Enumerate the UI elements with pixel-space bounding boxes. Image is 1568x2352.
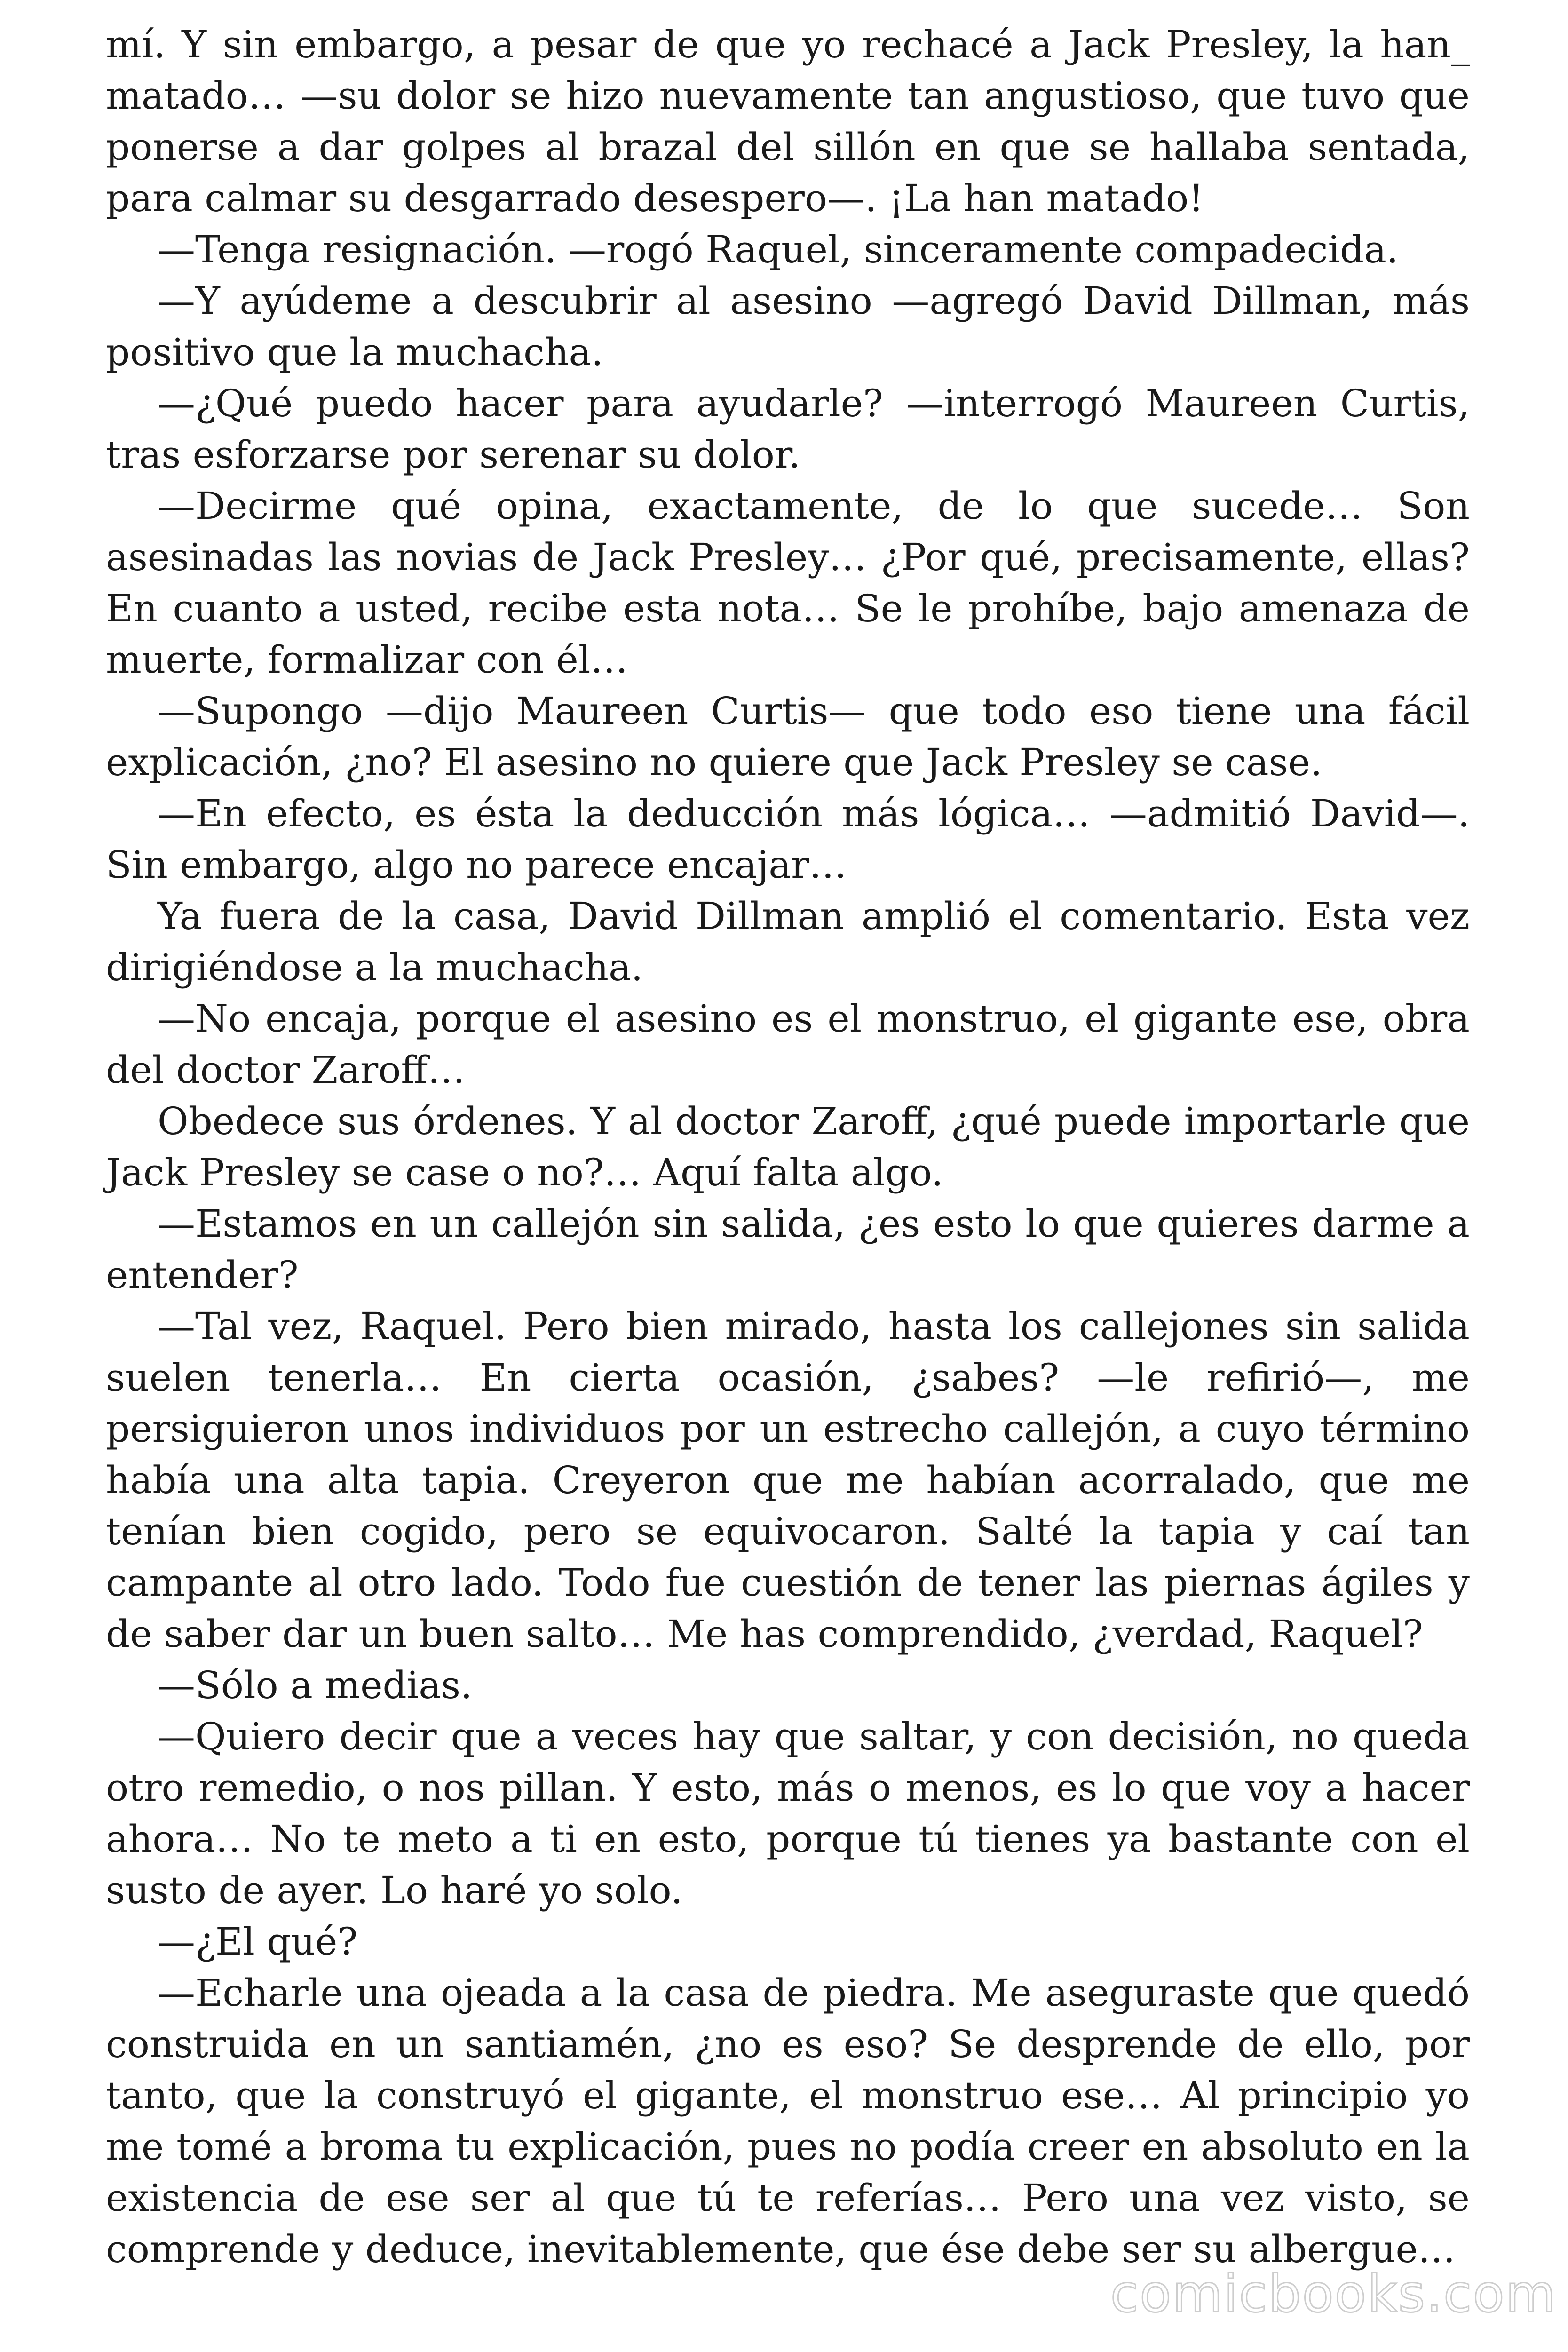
paragraph-7: —En efecto, es ésta la deducción más lógica… —admitió David—. Sin embargo, algo no parece encajar… [106, 792, 1470, 887]
paragraph-5: —Decirme qué opina, exactamente, de lo que sucede… Son asesinadas las novias de Jack Presley… ¿Por qué, precisamente, ellas? En cuanto a usted, recibe esta nota… Se le prohíbe, bajo amenaza de muerte, formalizar con él… [106, 484, 1470, 682]
paragraph-3: —Y ayúdeme a descubrir al asesino —agregó David Dillman, más positivo que la muchacha. [106, 279, 1470, 374]
paragraph-6: —Supongo —dijo Maureen Curtis— que todo eso tiene una fácil explicación, ¿no? El asesino no quiere que Jack Presley se case. [106, 689, 1470, 784]
book-page-text [106, 19, 1470, 2275]
paragraph-11: —Estamos en un callejón sin salida, ¿es esto lo que quieres darme a entender? [106, 1202, 1470, 1297]
paragraph-4: —¿Qué puedo hacer para ayudarle? —interrogó Maureen Curtis, tras esforzarse por serenar su dolor. [106, 381, 1470, 477]
paragraph-12: —Tal vez, Raquel. Pero bien mirado, hasta los callejones sin salida suelen tenerla… En cierta ocasión, ¿sabes? —le refirió—, me persiguieron unos individuos por un estrecho callejón, a cuyo término había una alta tapia. Creyeron que me habían acorralado, que me tenían bien cogido, pero se equivocaron. Salté la tapia y caí tan campante al otro lado. Todo fue cuestión de tener las piernas ágiles y de saber dar un buen salto… Me has comprendido, ¿verdad, Raquel? [106, 1304, 1470, 1656]
paragraph-8: Ya fuera de la casa, David Dillman amplió el comentario. Esta vez dirigiéndose a la muchacha. [106, 894, 1470, 989]
paragraph-15: —¿El qué? [158, 1920, 358, 1963]
site-watermark: comicbooks.com [1110, 2264, 1557, 2324]
paragraph-9: —No encaja, porque el asesino es el monstruo, el gigante ese, obra del doctor Zaroff… [106, 997, 1470, 1092]
paragraph-16: —Echarle una ojeada a la casa de piedra. Me aseguraste que quedó construida en un santiamén, ¿no es eso? Se desprende de ello, por tanto, que la construyó el gigante, el monstruo ese… Al principio yo me tomé a broma tu explicación, pues no podía creer en absoluto en la existencia de ese ser al que tú te referías… Pero una vez visto, se comprende y deduce, inevitablemente, que ése debe ser su albergue… [106, 1971, 1470, 2271]
paragraph-2: —Tenga resignación. —rogó Raquel, sinceramente compadecida. [158, 228, 1399, 271]
paragraph-13: —Sólo a medias. [158, 1663, 473, 1707]
paragraph-14: —Quiero decir que a veces hay que saltar, y con decisión, no queda otro remedio, o nos pillan. Y esto, más o menos, es lo que voy a hacer ahora… No te meto a ti en esto, porque tú tienes ya bastante con el susto de ayer. Lo haré yo solo. [106, 1715, 1470, 1912]
paragraph-10: Obedece sus órdenes. Y al doctor Zaroff, ¿qué puede importarle que Jack Presley se case o no?… Aquí falta algo. [106, 1099, 1470, 1194]
paragraph-1: mí. Y sin embargo, a pesar de que yo rechacé a Jack Presley, la han_ matado… —su dolor se hizo nuevamente tan angustioso, que tuvo que ponerse a dar golpes al brazal del sillón en que se hallaba sentada, para calmar su desgarrado desespero—. ¡La han matado! [106, 23, 1470, 220]
